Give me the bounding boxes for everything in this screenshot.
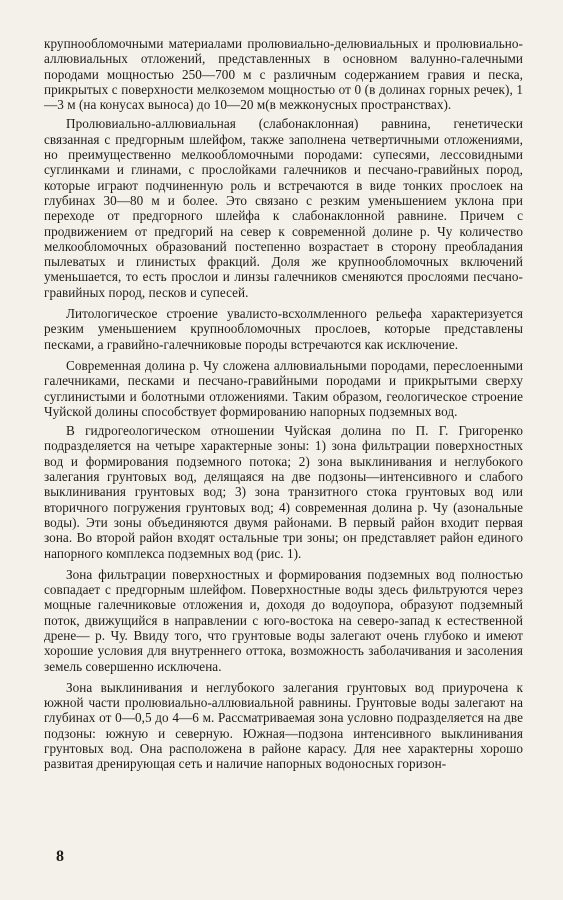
paragraph-3: Литологическое строение увалисто-всхолмленного рельефа характеризуется резким уменьшением крупнообломочных прослоев, которые представлены песками, а гравийно-галечниковые породы встречаются как исключение. xyxy=(44,306,523,352)
paragraph-2: Пролювиально-аллювиальная (слабонаклонная) равнина, генетически связанная с предгорным шлейфом, также заполнена четвертичными отложениями, но преимущественно мелкообломочными породами: супесями, лессовидными суглинками и глинами, с прослойками галечников и песчано-гравийных пород, которые играют подчиненную роль и встречаются в виде тонких прослоек на глубинах 30—80 м и более. Это связано с резким уменьшением уклона при переходе от предгорного шлейфа к слабонаклонной равнине. Причем с продвижением от предгорий на север к современной долине р. Чу количество мелкообломочных образований постепенно возрастает в сторону преобладания пылеватых и глинистых фракций. Доля же крупнообломочных включений уменьшается, то есть прослои и линзы галечников сменяются прослоями песчано-гравийных пород, песков и супесей. xyxy=(44,116,523,300)
paragraph-5: В гидрогеологическом отношении Чуйская долина по П. Г. Григоренко подразделяется на четыре характерные зоны: 1) зона фильтрации поверхностных вод и формирования подземного потока; 2) зона выклинивания и неглубокого залегания грунтовых вод, делящаяся на две подзоны—интенсивного и слабого выклинивания грунтовых вод; 3) зона транзитного стока грунтовых вод или вторичного погружения грунтовых вод; 4) современная долина р. Чу (азональные воды). Эти зоны объединяются двумя районами. В первый район входит первая зона. Во второй район входят остальные три зоны; он представляет район единого напорного комплекса подземных вод (рис. 1). xyxy=(44,423,523,561)
paragraph-1: крупнообломочными материалами пролювиально-делювиальных и пролювиально-аллювиальных отложений, представленных в основном валунно-галечными породами мощностью 250—700 м с различным содержанием гравия и песка, прикрытых с поверхности мелкоземом мощностью от 0 (в долинах горных речек), 1—3 м (на конусах выноса) до 10—20 м(в межконусных пространствах). xyxy=(44,36,523,113)
page-number: 8 xyxy=(56,848,64,865)
paragraph-7: Зона выклинивания и неглубокого залегания грунтовых вод приурочена к южной части пролювиально-аллювиальной равнины. Грунтовые воды залегают на глубинах от 0—0,5 до 4—6 м. Рассматриваемая зона условно подразделяется на две подзоны: южную и северную. Южная—подзона интенсивного выклинивания грунтовых вод. Она расположена в районе карасу. Для нее характерны хорошо развитая дренирующая сеть и наличие напорных водоносных горизон- xyxy=(44,679,523,772)
paragraph-4: Современная долина р. Чу сложена аллювиальными породами, переслоенными галечниками, песками и песчано-гравийными породами и прикрытыми сверху суглинистыми и болотными отложениями. Таким образом, геологическое строение Чуйской долины способствует формированию напорных подземных вод. xyxy=(44,357,523,419)
paragraph-6: Зона фильтрации поверхностных и формирования подземных вод полностью совпадает с предгорным шлейфом. Поверхностные воды здесь фильтруются через мощные галечниковые отложения и, доходя до водоупора, образуют подземный поток, движущийся в направлении с юго-востока на северо-запад к естественной дрене— р. Чу. Ввиду того, что грунтовые воды залегают очень глубоко и имеют хорошие условия для внутреннего оттока, возможность заболачивания и засоления земель совершенно исключена. xyxy=(44,566,523,674)
